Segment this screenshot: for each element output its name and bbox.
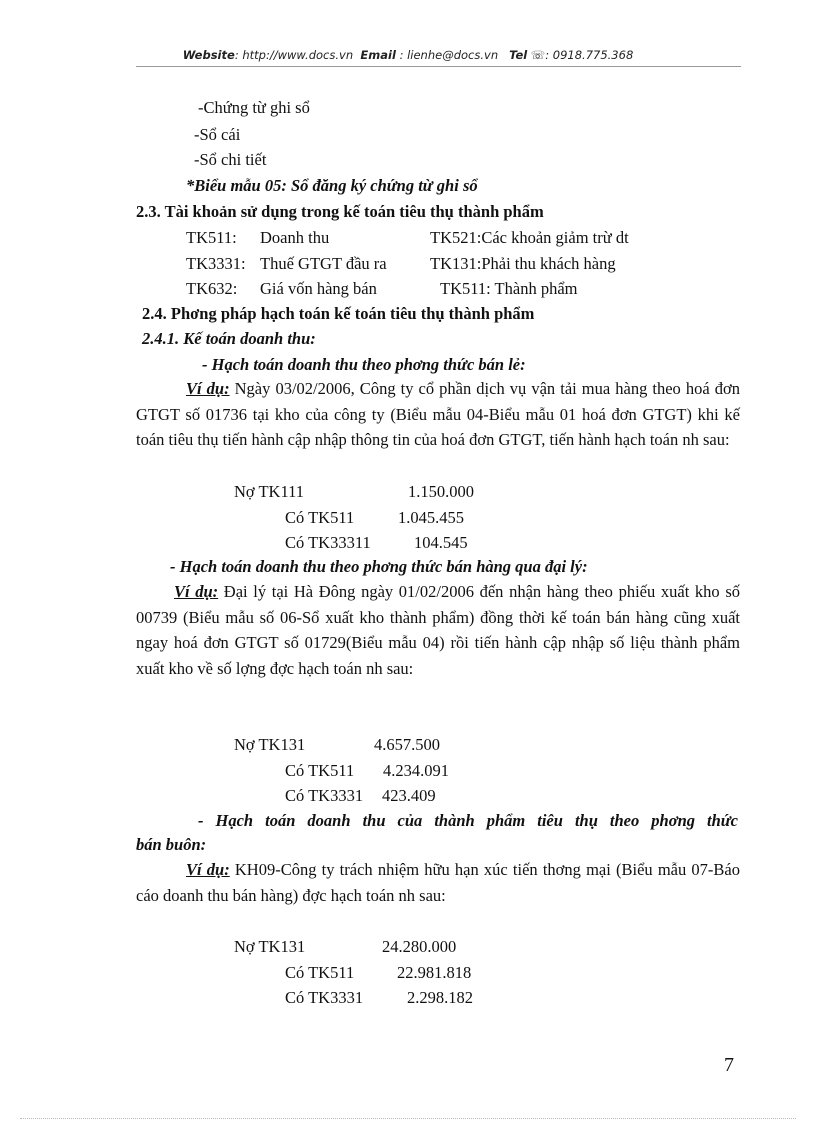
wholesale-method-title-cont: bán buôn: xyxy=(136,835,207,854)
list-item: -Sổ chi tiết xyxy=(194,150,267,169)
section-2-3-heading: 2.3. Tài khoản sử dụng trong kế toán tiêu thụ thành phẩm xyxy=(136,202,544,221)
page-bottom-divider xyxy=(20,1118,796,1119)
account-code: TK632: xyxy=(186,279,238,298)
header-divider xyxy=(136,66,741,67)
account-code: TK511: xyxy=(186,228,237,247)
account-right: TK131:Phải thu khách hàng xyxy=(430,254,616,273)
account-name: Giá vốn hàng bán xyxy=(260,279,377,298)
example-text: Đại lý tại Hà Đông ngày 01/02/2006 đến nhận hàng theo phiếu xuất kho số 00739 (Biểu mẫu số 06-Sổ xuất kho thành phẩm) đồng thời kế toán bán hàng cũng xuất ngay hoá đơn GTGT số 01729(Biểu mẫu 04) rồi tiến hành cập nhập số liệu thành phẩm xuất kho về số lợng đợc hạch toán nh sau: xyxy=(136,582,740,678)
credit-label: Có TK511 xyxy=(285,761,355,780)
list-item: -Chứng từ ghi sổ xyxy=(198,98,310,117)
debit-label: Nợ TK131 xyxy=(234,735,306,754)
wholesale-example-paragraph xyxy=(136,857,740,908)
example-label: Ví dụ: xyxy=(186,379,230,398)
retail-method-title: - Hạch toán doanh thu theo phơng thức bán lẻ: xyxy=(202,355,526,374)
email-label: Email xyxy=(360,48,396,62)
debit-label: Nợ TK131 xyxy=(234,937,306,956)
agency-example-paragraph xyxy=(136,579,740,681)
account-right: TK511: Thành phẩm xyxy=(440,279,578,298)
website-value: : http://www.docs.vn xyxy=(234,48,354,62)
credit-value: 104.545 xyxy=(414,533,468,552)
account-code: TK3331: xyxy=(186,254,246,273)
example-text: Ngày 03/02/2006, Công ty cổ phần dịch vụ vận tải mua hàng theo hoá đơn GTGT số 01736 tại kho của công ty (Biểu mẫu 04-Biểu mẫu 01 hoá đơn GTGT) khi kế toán tiêu thụ tiến hành cập nhập thông tin của hoá đơn GTGT, tiến hành hạch toán nh sau: xyxy=(136,379,740,449)
account-name: Doanh thu xyxy=(260,228,330,247)
page-number: 7 xyxy=(724,1054,734,1076)
credit-value: 22.981.818 xyxy=(397,963,472,982)
website-label: Website xyxy=(182,48,235,62)
email-value: : lienhe@docs.vn xyxy=(399,48,499,62)
credit-label: Có TK33311 xyxy=(285,533,371,552)
form-05-caption: *Biểu mẫu 05: Sổ đăng ký chứng từ ghi sổ xyxy=(186,176,478,195)
wholesale-method-title: - Hạch toán doanh thu của thành phẩm tiêu thụ theo phơng thức xyxy=(198,811,738,830)
debit-value: 24.280.000 xyxy=(382,937,457,956)
account-right: TK521:Các khoản giảm trừ dt xyxy=(430,228,629,247)
tel-label: Tel xyxy=(509,48,528,62)
debit-label: Nợ TK111 xyxy=(234,482,304,501)
credit-value: 4.234.091 xyxy=(383,761,449,780)
list-item: -Sổ cái xyxy=(194,125,241,144)
account-name: Thuế GTGT đầu ra xyxy=(260,254,387,273)
section-2-4-heading: 2.4. Phơng pháp hạch toán kế toán tiêu thụ thành phẩm xyxy=(142,304,535,323)
example-label: Ví dụ: xyxy=(174,582,219,601)
page-header xyxy=(0,48,816,62)
credit-value: 423.409 xyxy=(382,786,436,805)
credit-label: Có TK3331 xyxy=(285,786,364,805)
credit-value: 2.298.182 xyxy=(407,988,473,1007)
example-label: Ví dụ: xyxy=(186,860,230,879)
retail-example-paragraph xyxy=(136,376,740,453)
debit-value: 1.150.000 xyxy=(408,482,474,501)
credit-label: Có TK511 xyxy=(285,963,355,982)
credit-value: 1.045.455 xyxy=(398,508,464,527)
section-2-4-1-heading: 2.4.1. Kế toán doanh thu: xyxy=(142,329,316,348)
tel-value: : 0918.775.368 xyxy=(545,48,634,62)
phone-icon: ☏ xyxy=(530,48,546,62)
debit-value: 4.657.500 xyxy=(374,735,440,754)
credit-label: Có TK511 xyxy=(285,508,355,527)
agency-method-title: - Hạch toán doanh thu theo phơng thức bán hàng qua đại lý: xyxy=(170,557,588,576)
example-text: KH09-Công ty trách nhiệm hữu hạn xúc tiến thơng mại (Biểu mẫu 07-Báo cáo doanh thu bán hàng) đợc hạch toán nh sau: xyxy=(136,860,741,905)
credit-label: Có TK3331 xyxy=(285,988,364,1007)
